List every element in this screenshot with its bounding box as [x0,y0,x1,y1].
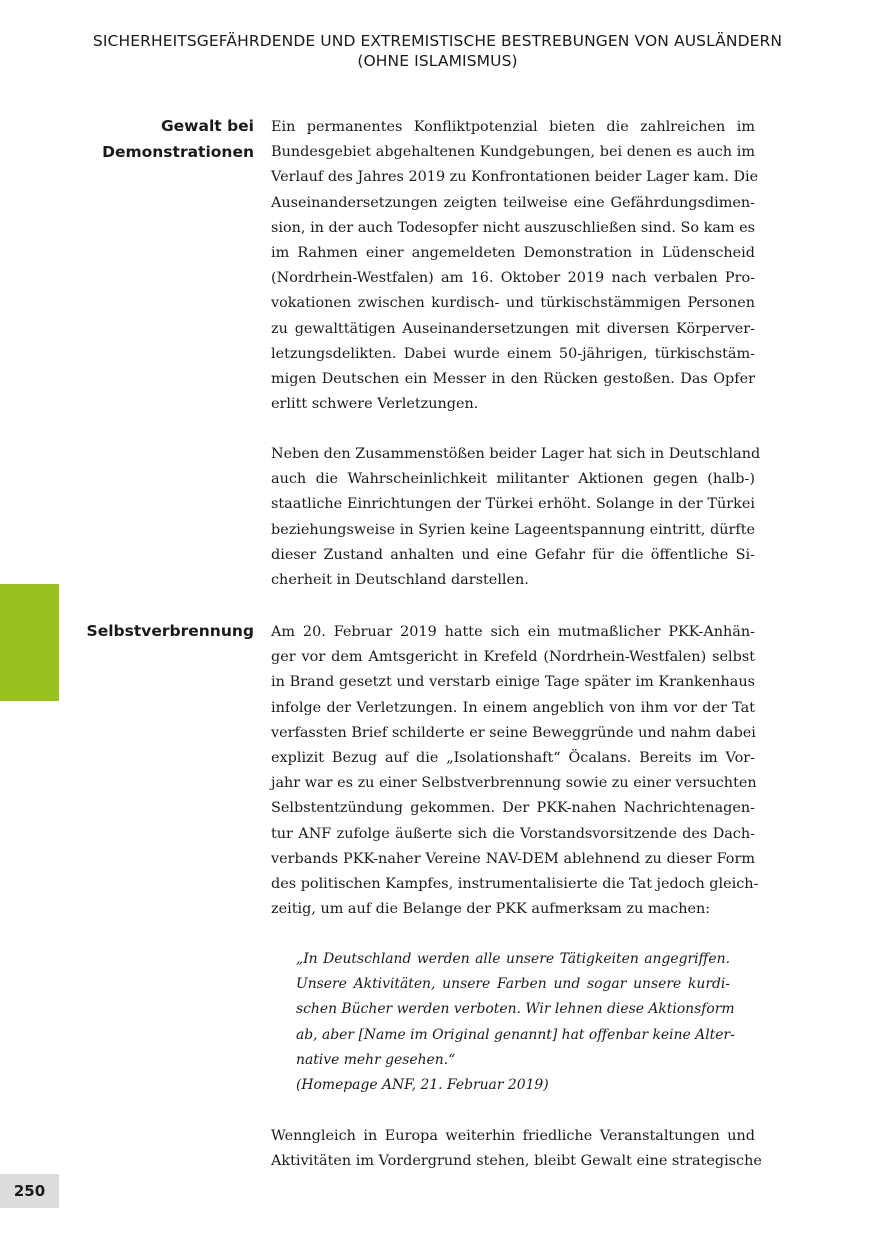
paragraph-gewalt-1 [271,115,759,417]
page-number-text: 250 [13,1182,46,1200]
section-heading-gewalt [0,114,254,165]
quote-line: „In Deutschland werden alle unsere Tätigkeiten angegriffen. [296,951,730,967]
text-line: Selbstentzündung gekommen. Der PKK-nahen Nachrichtenagen- [271,800,755,817]
quote-line: native mehr gesehen.“ [296,1051,456,1068]
text-line: im Rahmen einer angemeldeten Demonstration in Lüdenscheid [271,245,755,262]
text-line: dieser Zustand anhalten und eine Gefahr für die öffentliche Si- [271,546,755,563]
section-heading-gewalt-line2: Demonstrationen [102,142,254,161]
block-quote [296,947,735,1098]
text-line: Auseinandersetzungen zeigten teilweise eine Gefährdungsdimen- [271,194,755,211]
text-line: verfassten Brief schilderte er seine Beweggründe und nahm dabei [271,724,756,741]
text-line: zu gewalttätigen Auseinandersetzungen mit diversen Körperver- [271,320,755,337]
text-line: migen Deutschen ein Messer in den Rücken gestoßen. Das Opfer [271,371,755,388]
text-line: Neben den Zusammenstößen beider Lager hat sich in Deutschland [271,446,761,462]
running-header-line2: (OHNE ISLAMISMUS) [357,52,518,70]
text-line: Verlauf des Jahres 2019 zu Konfrontationen beider Lager kam. Die [271,169,759,186]
paragraph-gewalt-2 [271,442,761,593]
quote-line: Unsere Aktivitäten, unsere Farben und sogar unsere kurdi- [296,976,730,993]
text-line: sion, in der auch Todesopfer nicht auszuschließen sind. So kam es [271,219,756,236]
paragraph-selbst-2 [271,1124,762,1174]
section-heading-gewalt-line1: Gewalt bei [160,117,254,135]
text-line: tur ANF zufolge äußerte sich die Vorstandsvorsitzende des Dach- [271,825,755,842]
quote-source: (Homepage ANF, 21. Februar 2019) [296,1077,549,1094]
text-line: Bundesgebiet abgehaltenen Kundgebungen, bei denen es auch im [271,144,755,161]
text-line: infolge der Verletzungen. In einem angeblich von ihm vor der Tat [271,699,755,716]
page-number [0,1174,59,1208]
quote-line: ab, aber [Name im Original genannt] hat offenbar keine Alter- [296,1026,735,1043]
text-line: beziehungsweise in Syrien keine Lageentspannung eintritt, dürfte [271,521,756,538]
section-heading-selbstverbrennung-text: Selbstverbrennung [86,622,254,640]
text-line: Ein permanentes Konfliktpotenzial bieten die zahlreichen im [271,119,755,135]
text-line: vokationen zwischen kurdisch- und türkischstämmigen Personen [271,295,755,312]
text-line: zeitig, um auf die Belange der PKK aufmerksam zu machen: [271,901,711,918]
running-header [0,31,875,71]
text-line: staatliche Einrichtungen der Türkei erhöht. Solange in der Türkei [271,496,755,513]
text-line: jahr war es zu einer Selbstverbrennung sowie zu einer versuchten [271,775,757,792]
text-line: Aktivitäten im Vordergrund stehen, bleibt Gewalt eine strategische [271,1153,762,1170]
quote-line: schen Bücher werden verboten. Wir lehnen diese Aktionsform [296,1001,735,1018]
paragraph-selbst-1 [271,620,759,922]
text-line: auch die Wahrscheinlichkeit militanter Aktionen gegen (halb-) [271,471,755,488]
running-header-line1: SICHERHEITSGEFÄHRDENDE UND EXTREMISTISCHE BESTREBUNGEN VON AUSLÄNDERN [92,32,783,50]
text-line: in Brand gesetzt und verstarb einige Tage später im Krankenhaus [271,674,755,691]
text-line: ger vor dem Amtsgericht in Krefeld (Nordrhein-Westfalen) selbst [271,649,755,666]
text-line: des politischen Kampfes, instrumentalisierte die Tat jedoch gleich- [271,876,759,893]
text-line: Am 20. Februar 2019 hatte sich ein mutmaßlicher PKK-Anhän- [271,624,755,640]
text-line: cherheit in Deutschland darstellen. [271,572,529,589]
text-line: letzungsdelikten. Dabei wurde einem 50-jährigen, türkischstäm- [271,345,755,362]
text-line: Wenngleich in Europa weiterhin friedliche Veranstaltungen und [271,1128,755,1144]
text-line: explizit Bezug auf die „Isolationshaft“ Öcalans. Bereits im Vor- [271,750,755,767]
text-line: verbands PKK-naher Vereine NAV-DEM ablehnend zu dieser Form [271,850,755,867]
section-heading-selbstverbrennung [0,619,254,645]
text-line: (Nordrhein-Westfalen) am 16. Oktober 2019 nach verbalen Pro- [271,270,755,287]
text-line: erlitt schwere Verletzungen. [271,396,479,413]
